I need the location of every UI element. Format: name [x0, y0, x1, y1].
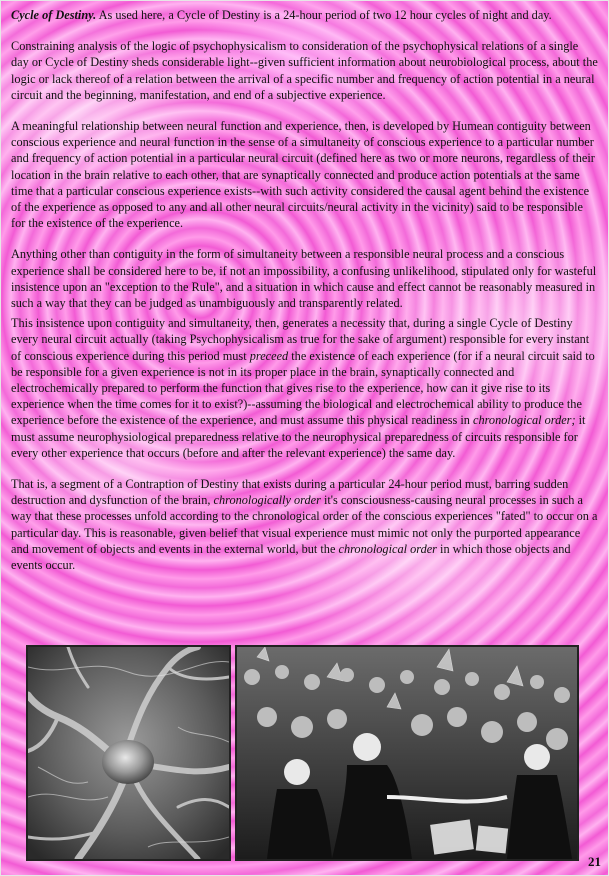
paragraph-2: Constraining analysis of the logic of psychophysicalism to consideration of the psychophysical relations of a single day or Cycle of Destiny sheds considerable light--given sufficient information about neurobiological process, about the logic or lack thereof of a relation between the arrival of a specific number and frequency of action potential in a neural circuit and the beginning, manifestation, and end of a subjective experience.: [11, 39, 598, 102]
page-number: 21: [588, 854, 601, 869]
paragraph-5-emphasis-2: chronological order;: [472, 413, 576, 428]
paragraph-3: A meaningful relationship between neural function and experience, then, is developed by Humean contiguity between conscious experience and neural function in the sense of a simultaneity of conscious experience to a particular number and frequency of action potential in a particular neural circuit (defined here as two or more neurons, regardless of their location in the brain relative to each other, that are synaptically connected and produce action potentials at the same time that a particular conscious experience exists--with such activity considered the causal agent behind the existence of the experience as opposed to any and all other neural circuits/neural activity in the vicinity) said to be responsible for the existence of the experience.: [11, 119, 595, 231]
section-heading: Cycle of Destiny.: [11, 8, 97, 22]
celebration-crowd-drawing: [237, 647, 577, 859]
paragraph-6-text-c: in which those objects and events occur.: [11, 541, 571, 573]
article-body: [11, 7, 599, 588]
paragraph-4: Anything other than contiguity in the form of simultaneity between a responsible neural process and a conscious experience shall be considered here to be, if not an impossibility, a confusing unlikelihood, stipulated only for wasteful insistence upon an "exception to the Rule", and a situation in which cause and effect cannot be reasonably measured in such a way that they can be judged as unambiguously and transparently related.: [11, 247, 597, 311]
paragraph-6-text-a: That is, a segment of a Contraption of Destiny that exists during a particular 24-hour period must, barring sudden destruction and dysfunction of the brain,: [11, 477, 569, 508]
paragraph-6: [11, 476, 599, 573]
neuron-micrograph-image: [26, 645, 231, 861]
paragraph-1: [11, 7, 599, 23]
paragraph-6-text-b: it's consciousness-causing neural processes in such a way that these processes unfold according to the chronological order of the conscious experiences "fated" to occur on a particular day. This is reasonable, given belief that visual experience must mimic not only the purported appearance and movement of objects and events in the external world, but the: [11, 493, 598, 556]
paragraph-6-emphasis-1: chronologically order: [213, 493, 321, 508]
paragraph-5-emphasis-1: preceed: [249, 348, 289, 363]
paragraph-6-emphasis-2: chronological order: [338, 541, 437, 556]
paragraph-5: [11, 315, 599, 461]
paragraph-1-text: As used here, a Cycle of Destiny is a 24-hour period of two 12 hour cycles of night and day.: [96, 8, 552, 22]
paragraph-5-text-a: This insistence upon contiguity and simultaneity, then, generates a necessity that, during a single Cycle of Destiny every neural circuit actually (taking Psychophysicalism as true for the sake of argument) responsible for every instant of conscious experience during this period must: [11, 316, 590, 363]
paragraph-5-text-b: the existence of each experience (for if a neural circuit said to be responsible for a given experience is not in its proper place in the brain, synaptically connected and electrochemically prepared to perform the function that gives rise to the experience, how can it give rise to its experience when the time comes for it to exist?)--assuming the biological and electrochemical ability to produce the experience before the existence of the experience, and must assume this physical readiness in: [11, 348, 595, 428]
paragraph-5-text-c: it must assume neurophysiological preparedness relative to the neurophysical preparedness of circuits responsible for every other experience that occurs (before and after the relevant experience) the same day.: [11, 413, 586, 460]
neuron-micrograph-drawing: [28, 647, 229, 859]
celebration-crowd-photo: [235, 645, 579, 861]
